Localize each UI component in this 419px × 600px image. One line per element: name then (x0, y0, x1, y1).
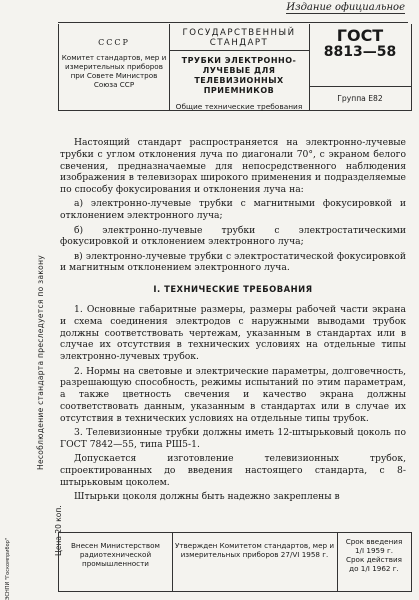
list-item-c: в) электронно-лучевые трубки с электростатической фокусировкой и магнитным отклонением электронного луча. (60, 250, 406, 274)
edition-label: Издание официальное (286, 2, 405, 13)
header-top-rule (58, 22, 408, 23)
document-body (60, 137, 406, 505)
footer-block (58, 532, 412, 592)
issuer-column (59, 24, 170, 110)
document-subtitle: Общие технические требования (175, 102, 303, 111)
price-label: Цена 20 коп. (54, 505, 63, 556)
paragraph-2: 2. Нормы на световые и электрические параметры, долговечность, разрешающую способность, режимы испытаний по этим параметрам, а также цветность свечения и качество экрана должны соответствовать данным, указанным в стандартах или в случае их отсутствия в технических условиях на отдельные типы трубок. (60, 365, 406, 424)
introduced-by: Внесен Министерством радиотехнической промышленности (59, 533, 173, 591)
paragraph-3: 3. Телевизионные трубки должны иметь 12-штырьковый цоколь по ГОСТ 7842—55, типа РШ5-1. (60, 427, 406, 450)
effective-dates (337, 533, 411, 591)
title-divider (169, 50, 309, 51)
gost-divider (309, 86, 411, 87)
effective-date: 1/I 1959 г. (354, 546, 394, 555)
list-item-b: б) электронно-лучевые трубки с электростатическими фокусировкой и отклонением электронного луча; (60, 224, 406, 248)
legal-side-note: Несоблюдение стандарта преследуется по закону (36, 254, 45, 470)
valid-date: до 1/I 1962 г. (349, 564, 399, 573)
committee-label: Комитет стандартов, мер и измерительных приборов при Совете Министров Союза ССР (61, 53, 167, 89)
section-heading: I. ТЕХНИЧЕСКИЕ ТРЕБОВАНИЯ (153, 284, 313, 295)
list-item-a: а) электронно-лучевые трубки с магнитными фокусировкой и отклонением электронного луча; (60, 198, 406, 222)
title-column (169, 24, 310, 110)
country-label: СССР (98, 38, 130, 47)
intro-paragraph: Настоящий стандарт распространяется на электронно-лучевые трубки с углом отклонения луча по диагонали 70°, с экраном белого свечения, предназначаемые для непосредственного наблюдения изображения в телевизорах широкого применения и подразделяемые по способу фокусирования и отклонения луча на: (60, 137, 406, 196)
paragraph-4: Допускается изготовление телевизионных трубок, спроектированных до введения настоящего стандарта, с 8-штырьковым цоколем. (60, 453, 406, 488)
effective-label: Срок введения (345, 537, 403, 546)
paragraph-5: Штырьки цоколя должны быть надежно закреплены в (74, 491, 340, 503)
gost-label: ГОСТ (336, 26, 384, 45)
gost-column (309, 24, 411, 110)
paragraph-1: 1. Основные габаритные размеры, размеры рабочей части экрана и схема соединения электродов с наружными выводами трубок должны соответствовать чертежам, указанным в стандартах или в случае их отсутствия в технических условиях на отдельные типы электронно-лучевых трубок. (60, 304, 406, 363)
valid-label: Срок действия (345, 555, 403, 564)
group-label: Группа Е82 (337, 94, 383, 103)
document-title: ТРУБКИ ЭЛЕКТРОННО-ЛУЧЕВЫЕ ДЛЯ ТЕЛЕВИЗИОННЫХ ПРИЕМНИКОВ (181, 56, 297, 95)
header-block (58, 24, 412, 111)
standard-title: ГОСУДАРСТВЕННЫЙ СТАНДАРТ (182, 28, 296, 48)
approved-by: Утвержден Комитетом стандартов, мер и измерительных приборов 27/VI 1958 г. (172, 533, 338, 591)
gost-number: 8813—58 (323, 44, 397, 60)
printer-mark: ЭСНПИ "Госкомприбор" (5, 537, 11, 600)
